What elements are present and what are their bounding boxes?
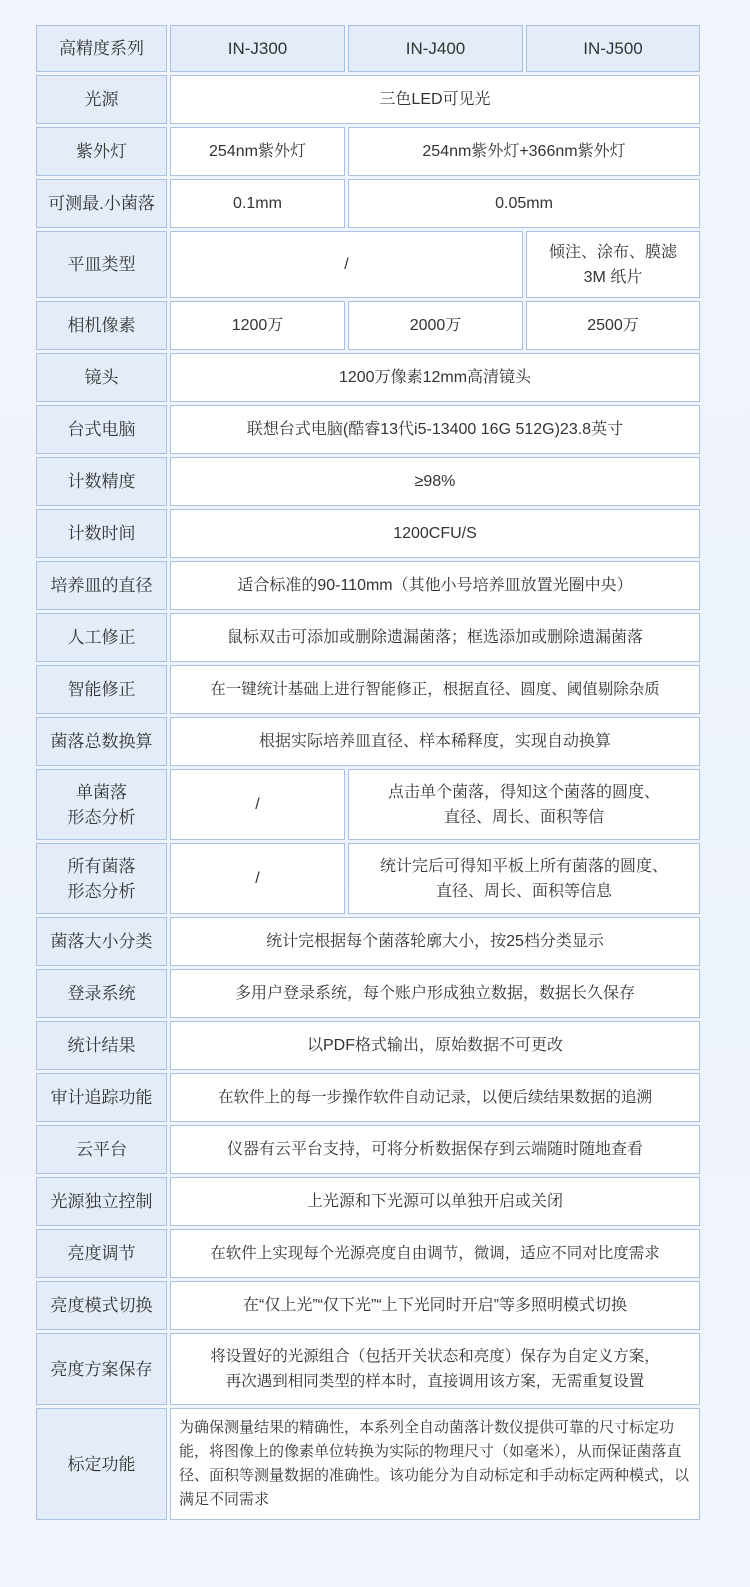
row-value: 254nm紫外灯 (170, 127, 345, 176)
table-row (36, 353, 700, 402)
row-label: 光源 (36, 75, 167, 124)
row-value: 多用户登录系统，每个账户形成独立数据，数据长久保存 (170, 969, 700, 1018)
row-value: 1200万像素12mm高清镜头 (170, 353, 700, 402)
row-value: 上光源和下光源可以单独开启或关闭 (170, 1177, 700, 1226)
table-row (36, 1333, 700, 1405)
row-value: 点击单个菌落，得知这个菌落的圆度、 直径、周长、面积等信 (348, 769, 700, 840)
row-label: 相机像素 (36, 301, 167, 350)
row-value: 联想台式电脑(酷睿13代i5-13400 16G 512G)23.8英寸 (170, 405, 700, 454)
table-row (36, 717, 700, 766)
row-label: 计数精度 (36, 457, 167, 506)
row-value: 鼠标双击可添加或删除遗漏菌落；框选添加或删除遗漏菌落 (170, 613, 700, 662)
row-value: 0.1mm (170, 179, 345, 228)
table-row (36, 231, 700, 298)
row-value: 倾注、涂布、膜滤 3M 纸片 (526, 231, 700, 298)
table-row (36, 179, 700, 228)
model-j500: IN-J500 (526, 25, 700, 72)
row-value: / (170, 231, 523, 298)
table-row (36, 843, 700, 914)
row-label: 可测最.小菌落 (36, 179, 167, 228)
row-value: 0.05mm (348, 179, 700, 228)
row-label: 光源独立控制 (36, 1177, 167, 1226)
table-row (36, 75, 700, 124)
row-value: 根据实际培养皿直径、样本稀释度，实现自动换算 (170, 717, 700, 766)
row-label: 统计结果 (36, 1021, 167, 1070)
row-value: 为确保测量结果的精确性，本系列全自动菌落计数仪提供可靠的尺寸标定功能，将图像上的像素单位转换为实际的物理尺寸（如毫米），从而保证菌落直径、面积等测量数据的准确性。该功能分为自动标定和手动标定两种模式，以满足不同需求 (170, 1408, 700, 1520)
row-value: 在软件上实现每个光源亮度自由调节，微调，适应不同对比度需求 (170, 1229, 700, 1278)
table-row (36, 127, 700, 176)
row-value: 将设置好的光源组合（包括开关状态和亮度）保存为自定义方案， 再次遇到相同类型的样本时，直接调用该方案，无需重复设置 (170, 1333, 700, 1405)
row-value: 在“仅上光”“仅下光”“上下光同时开启”等多照明模式切换 (170, 1281, 700, 1330)
row-label: 亮度调节 (36, 1229, 167, 1278)
table-row (36, 457, 700, 506)
model-j300: IN-J300 (170, 25, 345, 72)
series-label: 高精度系列 (36, 25, 167, 72)
row-value: 254nm紫外灯+366nm紫外灯 (348, 127, 700, 176)
row-value: 三色LED可见光 (170, 75, 700, 124)
row-label: 菌落总数换算 (36, 717, 167, 766)
table-row (36, 1229, 700, 1278)
row-value: 1200万 (170, 301, 345, 350)
table-row (36, 665, 700, 714)
table-row (36, 1125, 700, 1174)
table-row (36, 1408, 700, 1520)
row-label: 培养皿的直径 (36, 561, 167, 610)
row-value: / (170, 843, 345, 914)
row-label: 亮度方案保存 (36, 1333, 167, 1405)
table-row (36, 917, 700, 966)
table-row (36, 1073, 700, 1122)
row-value: 统计完根据每个菌落轮廓大小，按25档分类显示 (170, 917, 700, 966)
row-value: ≥98% (170, 457, 700, 506)
row-value: 仪器有云平台支持，可将分析数据保存到云端随时随地查看 (170, 1125, 700, 1174)
row-label: 所有菌落 形态分析 (36, 843, 167, 914)
row-label: 平皿类型 (36, 231, 167, 298)
table-row (36, 1177, 700, 1226)
table-row (36, 301, 700, 350)
header-row (36, 25, 700, 72)
spec-table (33, 22, 703, 1523)
table-row (36, 405, 700, 454)
row-label: 亮度模式切换 (36, 1281, 167, 1330)
row-value: 1200CFU/S (170, 509, 700, 558)
row-label: 单菌落 形态分析 (36, 769, 167, 840)
row-value: 在一键统计基础上进行智能修正，根据直径、圆度、阈值剔除杂质 (170, 665, 700, 714)
row-label: 计数时间 (36, 509, 167, 558)
row-value: 统计完后可得知平板上所有菌落的圆度、 直径、周长、面积等信息 (348, 843, 700, 914)
row-label: 人工修正 (36, 613, 167, 662)
row-value: 以PDF格式输出，原始数据不可更改 (170, 1021, 700, 1070)
model-j400: IN-J400 (348, 25, 523, 72)
row-value: 适合标准的90-110mm（其他小号培养皿放置光圈中央） (170, 561, 700, 610)
row-label: 智能修正 (36, 665, 167, 714)
row-label: 镜头 (36, 353, 167, 402)
row-label: 菌落大小分类 (36, 917, 167, 966)
table-row (36, 561, 700, 610)
table-row (36, 613, 700, 662)
row-value: / (170, 769, 345, 840)
row-label: 紫外灯 (36, 127, 167, 176)
row-value: 在软件上的每一步操作软件自动记录，以便后续结果数据的追溯 (170, 1073, 700, 1122)
row-label: 标定功能 (36, 1408, 167, 1520)
table-row (36, 1021, 700, 1070)
row-label: 台式电脑 (36, 405, 167, 454)
row-value: 2000万 (348, 301, 523, 350)
row-value: 2500万 (526, 301, 700, 350)
row-label: 登录系统 (36, 969, 167, 1018)
table-row (36, 1281, 700, 1330)
table-row (36, 769, 700, 840)
row-label: 审计追踪功能 (36, 1073, 167, 1122)
table-row (36, 509, 700, 558)
row-label: 云平台 (36, 1125, 167, 1174)
table-row (36, 969, 700, 1018)
